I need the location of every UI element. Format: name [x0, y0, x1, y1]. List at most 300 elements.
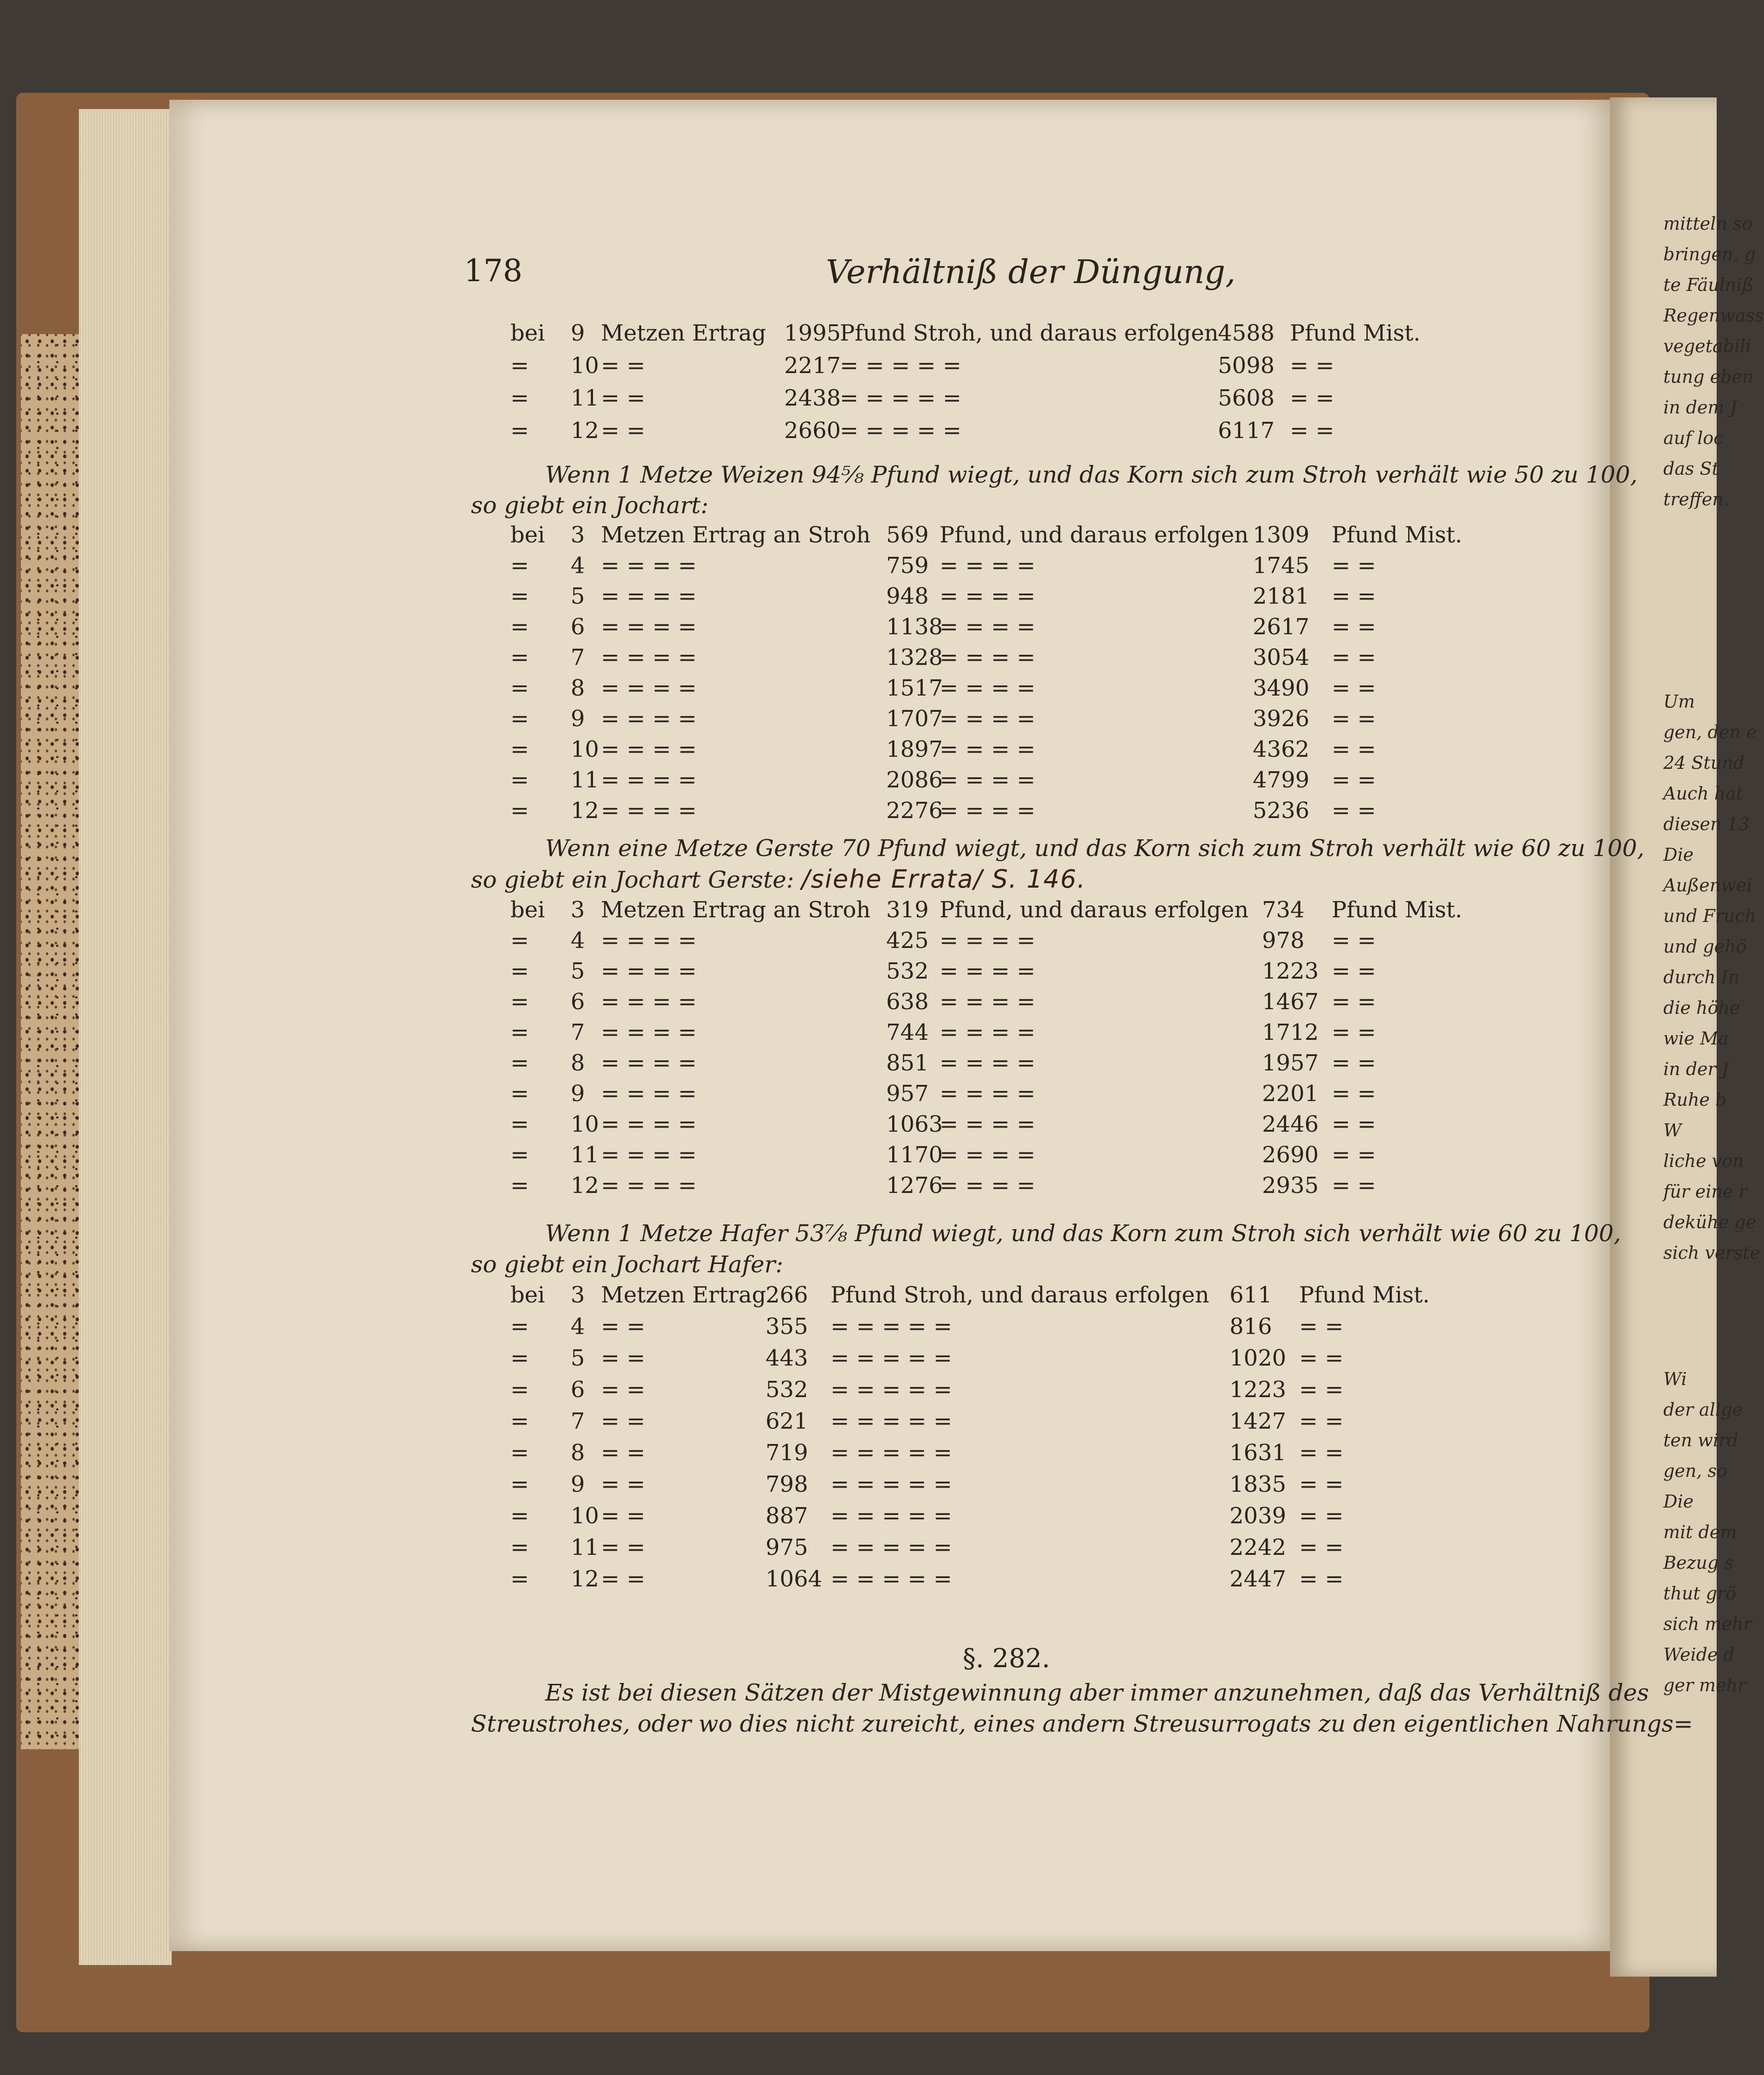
table-cell: =	[510, 583, 529, 609]
table-cell: 1063	[886, 1111, 943, 1137]
table-cell: =	[510, 1081, 529, 1107]
table-cell: 719	[766, 1440, 808, 1466]
table-cell: = = = =	[940, 798, 1036, 824]
table-cell: 759	[886, 553, 929, 579]
table-cell: = =	[1332, 583, 1376, 609]
table-cell: 4362	[1253, 736, 1310, 762]
table-row	[0, 1048, 1717, 1078]
table-cell: = =	[1299, 1314, 1344, 1340]
facing-page-fragment: auf loc	[1663, 428, 1724, 448]
table-cell: Metzen Ertrag	[601, 320, 766, 346]
facing-page-fragment: diesen 13	[1663, 814, 1750, 834]
table-row	[0, 765, 1717, 795]
table-cell: 3926	[1253, 706, 1310, 732]
table-row	[0, 925, 1717, 956]
table-cell: = = = =	[601, 798, 697, 824]
table-cell: 2447	[1230, 1566, 1287, 1592]
table-cell: 12	[571, 1566, 599, 1592]
table-cell: = =	[601, 353, 645, 379]
table-cell: = = = =	[940, 1142, 1036, 1168]
table-cell: 3	[571, 522, 585, 548]
table-cell: = =	[1290, 353, 1334, 379]
table-cell: = =	[1332, 706, 1376, 732]
table-row	[0, 1532, 1717, 1563]
table-cell: Pfund Mist.	[1290, 320, 1421, 346]
table-cell: 4	[571, 928, 585, 954]
table-cell: = = = =	[940, 706, 1036, 732]
table-cell: 7	[571, 1019, 585, 1045]
table-row	[0, 1406, 1717, 1437]
table-cell: = = = =	[940, 1173, 1036, 1199]
table-row	[0, 612, 1717, 642]
facing-page-fragment: vegetabili	[1663, 336, 1751, 356]
table-cell: 8	[571, 1440, 585, 1466]
table-cell: =	[510, 353, 529, 379]
table-cell: = = = =	[940, 1019, 1036, 1045]
table-cell: = =	[1332, 1050, 1376, 1076]
paragraph-line	[471, 1218, 1621, 1249]
table-cell: = = = =	[601, 1111, 697, 1137]
facing-page-fragment: ten wird	[1663, 1430, 1738, 1450]
section-line1: Es ist bei diesen Sätzen der Mistgewinnung aber immer anzunehmen, daß das Verhältniß des	[545, 1679, 1649, 1706]
facing-page-fragment: dekühe ge	[1663, 1212, 1757, 1232]
paragraph-line	[471, 490, 1554, 521]
table-cell: = = = = =	[830, 1566, 953, 1592]
table-cell: 2617	[1253, 614, 1310, 640]
table-cell: 5	[571, 1345, 585, 1371]
table-cell: 3490	[1253, 675, 1310, 701]
facing-page-fragment: Auch hat	[1663, 783, 1744, 804]
facing-page-fragment: ger mehr	[1663, 1675, 1746, 1695]
table-cell: 2181	[1253, 583, 1310, 609]
table-cell: = =	[1299, 1377, 1344, 1403]
table-cell: = = = =	[940, 553, 1036, 579]
table-cell: 11	[571, 385, 599, 411]
table-cell: Pfund, und daraus erfolgen	[940, 522, 1249, 548]
table-cell: = = = =	[601, 958, 697, 984]
table-cell: 6117	[1218, 418, 1275, 444]
table-cell: 5	[571, 958, 585, 984]
table-row	[0, 642, 1717, 673]
table-cell: 319	[886, 897, 929, 923]
table-row	[0, 581, 1717, 612]
facing-page-fragment: liche von	[1663, 1151, 1744, 1171]
table-cell: bei	[510, 1282, 545, 1308]
table-cell: = = = = =	[830, 1440, 953, 1466]
table-cell: 1707	[886, 706, 943, 732]
table-cell: 948	[886, 583, 929, 609]
table-cell: 1276	[886, 1173, 943, 1199]
table-cell: = =	[1299, 1408, 1344, 1434]
table-cell: = = = = =	[830, 1377, 953, 1403]
intro-oats-line2: so giebt ein Jochart Hafer:	[471, 1251, 784, 1278]
facing-page-fragment: in der J	[1663, 1059, 1729, 1079]
table-cell: =	[510, 418, 529, 444]
table-cell: 816	[1230, 1314, 1272, 1340]
table-cell: = = = =	[601, 736, 697, 762]
table-row	[0, 318, 1717, 348]
table-cell: 1712	[1262, 1019, 1319, 1045]
table-cell: 1835	[1230, 1471, 1287, 1497]
table-cell: Pfund Mist.	[1332, 897, 1462, 923]
table-cell: Metzen Ertrag an Stroh	[601, 522, 871, 548]
table-cell: 425	[886, 928, 929, 954]
facing-page-fragment: gen, den e	[1663, 722, 1757, 742]
table-cell: 1223	[1262, 958, 1319, 984]
table-cell: = = = =	[601, 553, 697, 579]
intro-barley-line1: Wenn eine Metze Gerste 70 Pfund wiegt, und das Korn sich zum Stroh verhält wie 60 zu 100,	[545, 835, 1645, 862]
table-row	[0, 1311, 1717, 1342]
table-cell: = = = =	[601, 1142, 697, 1168]
table-cell: 3	[571, 1282, 585, 1308]
table-cell: 887	[766, 1503, 808, 1529]
facing-page-fragment: Außenwei	[1663, 875, 1752, 896]
table-cell: =	[510, 1566, 529, 1592]
table-cell: = = = =	[940, 928, 1036, 954]
table-row	[0, 1343, 1717, 1373]
facing-page-fragment: und gehö	[1663, 936, 1747, 957]
table-cell: = =	[1332, 553, 1376, 579]
facing-page-fragment: wie Ma	[1663, 1028, 1729, 1049]
facing-page-fragment: mitteln so	[1663, 213, 1753, 234]
table-cell: = = = = =	[830, 1314, 953, 1340]
table-row	[0, 795, 1717, 826]
table-cell: =	[510, 1142, 529, 1168]
table-cell: =	[510, 1408, 529, 1434]
table-cell: = =	[1299, 1471, 1344, 1497]
table-cell: 11	[571, 767, 599, 793]
table-cell: = =	[1332, 1173, 1376, 1199]
facing-page-fragment: der allge	[1663, 1399, 1743, 1420]
table-row	[0, 895, 1717, 925]
paragraph-line	[471, 1677, 1649, 1708]
facing-page-fragment: für eine r	[1663, 1181, 1747, 1202]
table-cell: 4	[571, 1314, 585, 1340]
table-cell: = =	[1332, 644, 1376, 670]
table-cell: 569	[886, 522, 929, 548]
table-cell: 1995	[784, 320, 841, 346]
table-row	[0, 1078, 1717, 1109]
table-cell: = =	[1332, 928, 1376, 954]
table-cell: = = = = =	[840, 353, 962, 379]
table-cell: = = = =	[940, 767, 1036, 793]
table-cell: =	[510, 644, 529, 670]
table-cell: 2446	[1262, 1111, 1319, 1137]
facing-page-fragment: durch In	[1663, 967, 1740, 987]
facing-page-fragment: W	[1663, 1120, 1682, 1141]
table-cell: =	[510, 1314, 529, 1340]
table-cell: 8	[571, 1050, 585, 1076]
table-cell: 1064	[766, 1566, 823, 1592]
table-cell: bei	[510, 522, 545, 548]
table-cell: = = = =	[601, 583, 697, 609]
facing-page-fragment: Wi	[1663, 1369, 1687, 1389]
facing-page-fragment: treffen.	[1663, 489, 1729, 509]
table-cell: 2039	[1230, 1503, 1287, 1529]
paragraph-line	[471, 1708, 1693, 1739]
table-cell: 2201	[1262, 1081, 1319, 1107]
table-cell: = = = =	[940, 614, 1036, 640]
table-row	[0, 1374, 1717, 1405]
intro-barley-line2: so giebt ein Jochart Gerste:	[471, 866, 794, 893]
table-cell: Pfund Stroh, und daraus erfolgen	[840, 320, 1219, 346]
table-cell: = =	[1332, 736, 1376, 762]
table-cell: = =	[1299, 1566, 1344, 1592]
table-row	[0, 415, 1717, 446]
facing-page-fragment: Die	[1663, 1491, 1694, 1512]
table-cell: = = = = =	[830, 1345, 953, 1371]
table-cell: =	[510, 385, 529, 411]
table-cell: 2660	[784, 418, 841, 444]
table-cell: 9	[571, 1081, 585, 1107]
table-cell: =	[510, 1173, 529, 1199]
table-cell: =	[510, 675, 529, 701]
table-cell: Pfund, und daraus erfolgen	[940, 897, 1249, 923]
table-row	[0, 1469, 1717, 1500]
paragraph-line	[471, 833, 1645, 864]
table-row	[0, 383, 1717, 413]
table-cell: 4588	[1218, 320, 1275, 346]
table-cell: =	[510, 1377, 529, 1403]
table-cell: 12	[571, 1173, 599, 1199]
table-cell: = =	[1332, 1019, 1376, 1045]
facing-page-fragment: Ruhe b	[1663, 1089, 1727, 1110]
table-cell: = =	[1332, 614, 1376, 640]
table-cell: 1427	[1230, 1408, 1287, 1434]
table-cell: =	[510, 767, 529, 793]
running-title: Verhältniß der Düngung,	[826, 253, 1236, 291]
table-cell: = =	[1332, 767, 1376, 793]
table-cell: = = = =	[601, 614, 697, 640]
table-cell: = = = = =	[830, 1534, 953, 1560]
table-cell: 1957	[1262, 1050, 1319, 1076]
table-cell: = =	[1299, 1440, 1344, 1466]
table-cell: = = = =	[601, 767, 697, 793]
table-row	[0, 1109, 1717, 1140]
table-cell: 6	[571, 989, 585, 1015]
facing-page-fragment: mit dem	[1663, 1522, 1737, 1542]
table-cell: 2690	[1262, 1142, 1319, 1168]
table-row	[0, 703, 1717, 734]
table-cell: =	[510, 736, 529, 762]
table-cell: Pfund Stroh, und daraus erfolgen	[830, 1282, 1210, 1308]
facing-page-fragment: das St	[1663, 458, 1719, 479]
table-cell: 1631	[1230, 1440, 1287, 1466]
table-row	[0, 1280, 1717, 1310]
table-cell: 5098	[1218, 353, 1275, 379]
table-cell: 2935	[1262, 1173, 1319, 1199]
table-cell: = = = =	[940, 1050, 1036, 1076]
table-row	[0, 1501, 1717, 1531]
table-cell: = =	[601, 1408, 645, 1434]
table-cell: 2242	[1230, 1534, 1287, 1560]
table-cell: 2438	[784, 385, 841, 411]
table-cell: 2086	[886, 767, 943, 793]
table-cell: = =	[1299, 1534, 1344, 1560]
table-cell: 1517	[886, 675, 943, 701]
table-cell: =	[510, 989, 529, 1015]
facing-page-fragment: Bezug s	[1663, 1553, 1733, 1573]
table-cell: 975	[766, 1534, 808, 1560]
table-row	[0, 520, 1717, 550]
table-cell: = =	[601, 1345, 645, 1371]
intro-oats-line1: Wenn 1 Metze Hafer 53⅞ Pfund wiegt, und das Korn zum Stroh sich verhält wie 60 zu 100,	[545, 1220, 1621, 1247]
table-cell: = = = =	[940, 736, 1036, 762]
table-cell: = = = =	[940, 583, 1036, 609]
table-cell: 11	[571, 1142, 599, 1168]
table-cell: 5608	[1218, 385, 1275, 411]
table-cell: = = = =	[601, 1050, 697, 1076]
table-row	[0, 986, 1717, 1017]
table-cell: = =	[1332, 1111, 1376, 1137]
table-cell: = =	[1299, 1503, 1344, 1529]
table-row	[0, 1437, 1717, 1468]
table-cell: =	[510, 798, 529, 824]
table-cell: = = = =	[940, 1081, 1036, 1107]
table-cell: = =	[601, 1314, 645, 1340]
table-cell: = =	[1332, 798, 1376, 824]
table-cell: 978	[1262, 928, 1305, 954]
table-cell: 11	[571, 1534, 599, 1560]
table-cell: 2217	[784, 353, 841, 379]
table-cell: 10	[571, 1503, 599, 1529]
facing-page-fragment: Um	[1663, 691, 1695, 712]
table-cell: 10	[571, 353, 599, 379]
table-cell: 4799	[1253, 767, 1310, 793]
table-row	[0, 1170, 1717, 1201]
facing-page-fragment: sich mehr	[1663, 1614, 1752, 1634]
table-cell: 1467	[1262, 989, 1319, 1015]
facing-page-fragment: sich verste	[1663, 1243, 1760, 1263]
running-head	[464, 253, 1540, 295]
table-cell: = = = = =	[830, 1408, 953, 1434]
facing-page-fragment: in dem J	[1663, 397, 1737, 418]
table-cell: = =	[601, 1440, 645, 1466]
table-cell: = = = =	[601, 1019, 697, 1045]
table-cell: =	[510, 1050, 529, 1076]
table-cell: 12	[571, 798, 599, 824]
paragraph-line	[471, 1249, 1554, 1280]
table-cell: = =	[1332, 958, 1376, 984]
paragraph-line	[471, 459, 1638, 490]
table-cell: 1897	[886, 736, 943, 762]
table-cell: 4	[571, 553, 585, 579]
table-cell: = = = =	[940, 989, 1036, 1015]
table-cell: 5	[571, 583, 585, 609]
table-cell: = = = =	[601, 1081, 697, 1107]
table-cell: = =	[1299, 1345, 1344, 1371]
table-cell: = = = =	[940, 958, 1036, 984]
section-heading: §. 282.	[963, 1643, 1050, 1674]
table-cell: 3	[571, 897, 585, 923]
table-cell: Metzen Ertrag	[601, 1282, 766, 1308]
table-cell: = =	[601, 385, 645, 411]
facing-page-fragment: Weide d	[1663, 1644, 1735, 1665]
table-cell: =	[510, 1534, 529, 1560]
table-row	[0, 1140, 1717, 1170]
facing-page-fragment: te Fäulniß	[1663, 275, 1754, 295]
table-cell: 8	[571, 675, 585, 701]
table-row	[0, 550, 1717, 581]
facing-page-fragment: Regenwass	[1663, 305, 1764, 326]
table-cell: =	[510, 1111, 529, 1137]
table-cell: = =	[601, 1566, 645, 1592]
table-row	[0, 350, 1717, 381]
table-cell: 532	[766, 1377, 808, 1403]
table-cell: = =	[601, 1534, 645, 1560]
table-cell: bei	[510, 897, 545, 923]
table-cell: = = = =	[601, 675, 697, 701]
table-row	[0, 734, 1717, 765]
table-cell: 744	[886, 1019, 929, 1045]
table-cell: = = = =	[601, 928, 697, 954]
table-cell: =	[510, 928, 529, 954]
table-cell: 734	[1262, 897, 1305, 923]
table-cell: 621	[766, 1408, 808, 1434]
table-cell: = = = = =	[830, 1471, 953, 1497]
table-cell: 1170	[886, 1142, 943, 1168]
section-line2: Streustrohes, oder wo dies nicht zureicht, eines andern Streusurrogats zu den eigentlichen Nahrungs=	[471, 1710, 1693, 1737]
table-cell: 10	[571, 736, 599, 762]
table-cell: = = = = =	[840, 385, 962, 411]
table-cell: 851	[886, 1050, 929, 1076]
table-cell: =	[510, 706, 529, 732]
table-cell: 957	[886, 1081, 929, 1107]
table-cell: 5236	[1253, 798, 1310, 824]
facing-page-fragment: Die	[1663, 844, 1694, 865]
table-cell: =	[510, 1503, 529, 1529]
facing-page-fragment: gen, so	[1663, 1461, 1727, 1481]
table-cell: 9	[571, 706, 585, 732]
table-cell: 355	[766, 1314, 808, 1340]
intro-rye-line2: so giebt ein Jochart:	[471, 492, 708, 519]
table-cell: = =	[1290, 385, 1334, 411]
table-cell: = =	[1332, 1081, 1376, 1107]
table-cell: =	[510, 553, 529, 579]
table-row	[0, 956, 1717, 986]
table-cell: = = = =	[601, 706, 697, 732]
table-cell: Pfund Mist.	[1332, 522, 1462, 548]
table-cell: Metzen Ertrag an Stroh	[601, 897, 871, 923]
table-cell: 3054	[1253, 644, 1310, 670]
table-cell: = =	[601, 1471, 645, 1497]
facing-page-fragment: die höhe	[1663, 998, 1740, 1018]
table-cell: 532	[886, 958, 929, 984]
table-cell: = =	[1332, 675, 1376, 701]
table-cell: 611	[1230, 1282, 1272, 1308]
table-cell: 12	[571, 418, 599, 444]
handwritten-errata-note: /siehe Errata/ S. 146.	[801, 864, 1086, 894]
table-cell: bei	[510, 320, 545, 346]
facing-page-fragment: und Fruch	[1663, 906, 1757, 926]
table-cell: 6	[571, 614, 585, 640]
table-row	[0, 673, 1717, 703]
table-cell: = =	[1332, 1142, 1376, 1168]
table-cell: 1328	[886, 644, 943, 670]
table-cell: 1138	[886, 614, 943, 640]
intro-rye-line1: Wenn 1 Metze Weizen 94⅝ Pfund wiegt, und das Korn sich zum Stroh verhält wie 50 zu 100,	[545, 461, 1638, 488]
table-cell: = = = =	[601, 989, 697, 1015]
table-cell: =	[510, 1345, 529, 1371]
table-cell: = = = =	[940, 1111, 1036, 1137]
table-cell: = =	[601, 1503, 645, 1529]
table-cell: 2276	[886, 798, 943, 824]
table-cell: =	[510, 958, 529, 984]
table-cell: 6	[571, 1377, 585, 1403]
table-cell: 1020	[1230, 1345, 1287, 1371]
table-cell: =	[510, 1019, 529, 1045]
table-cell: 9	[571, 1471, 585, 1497]
